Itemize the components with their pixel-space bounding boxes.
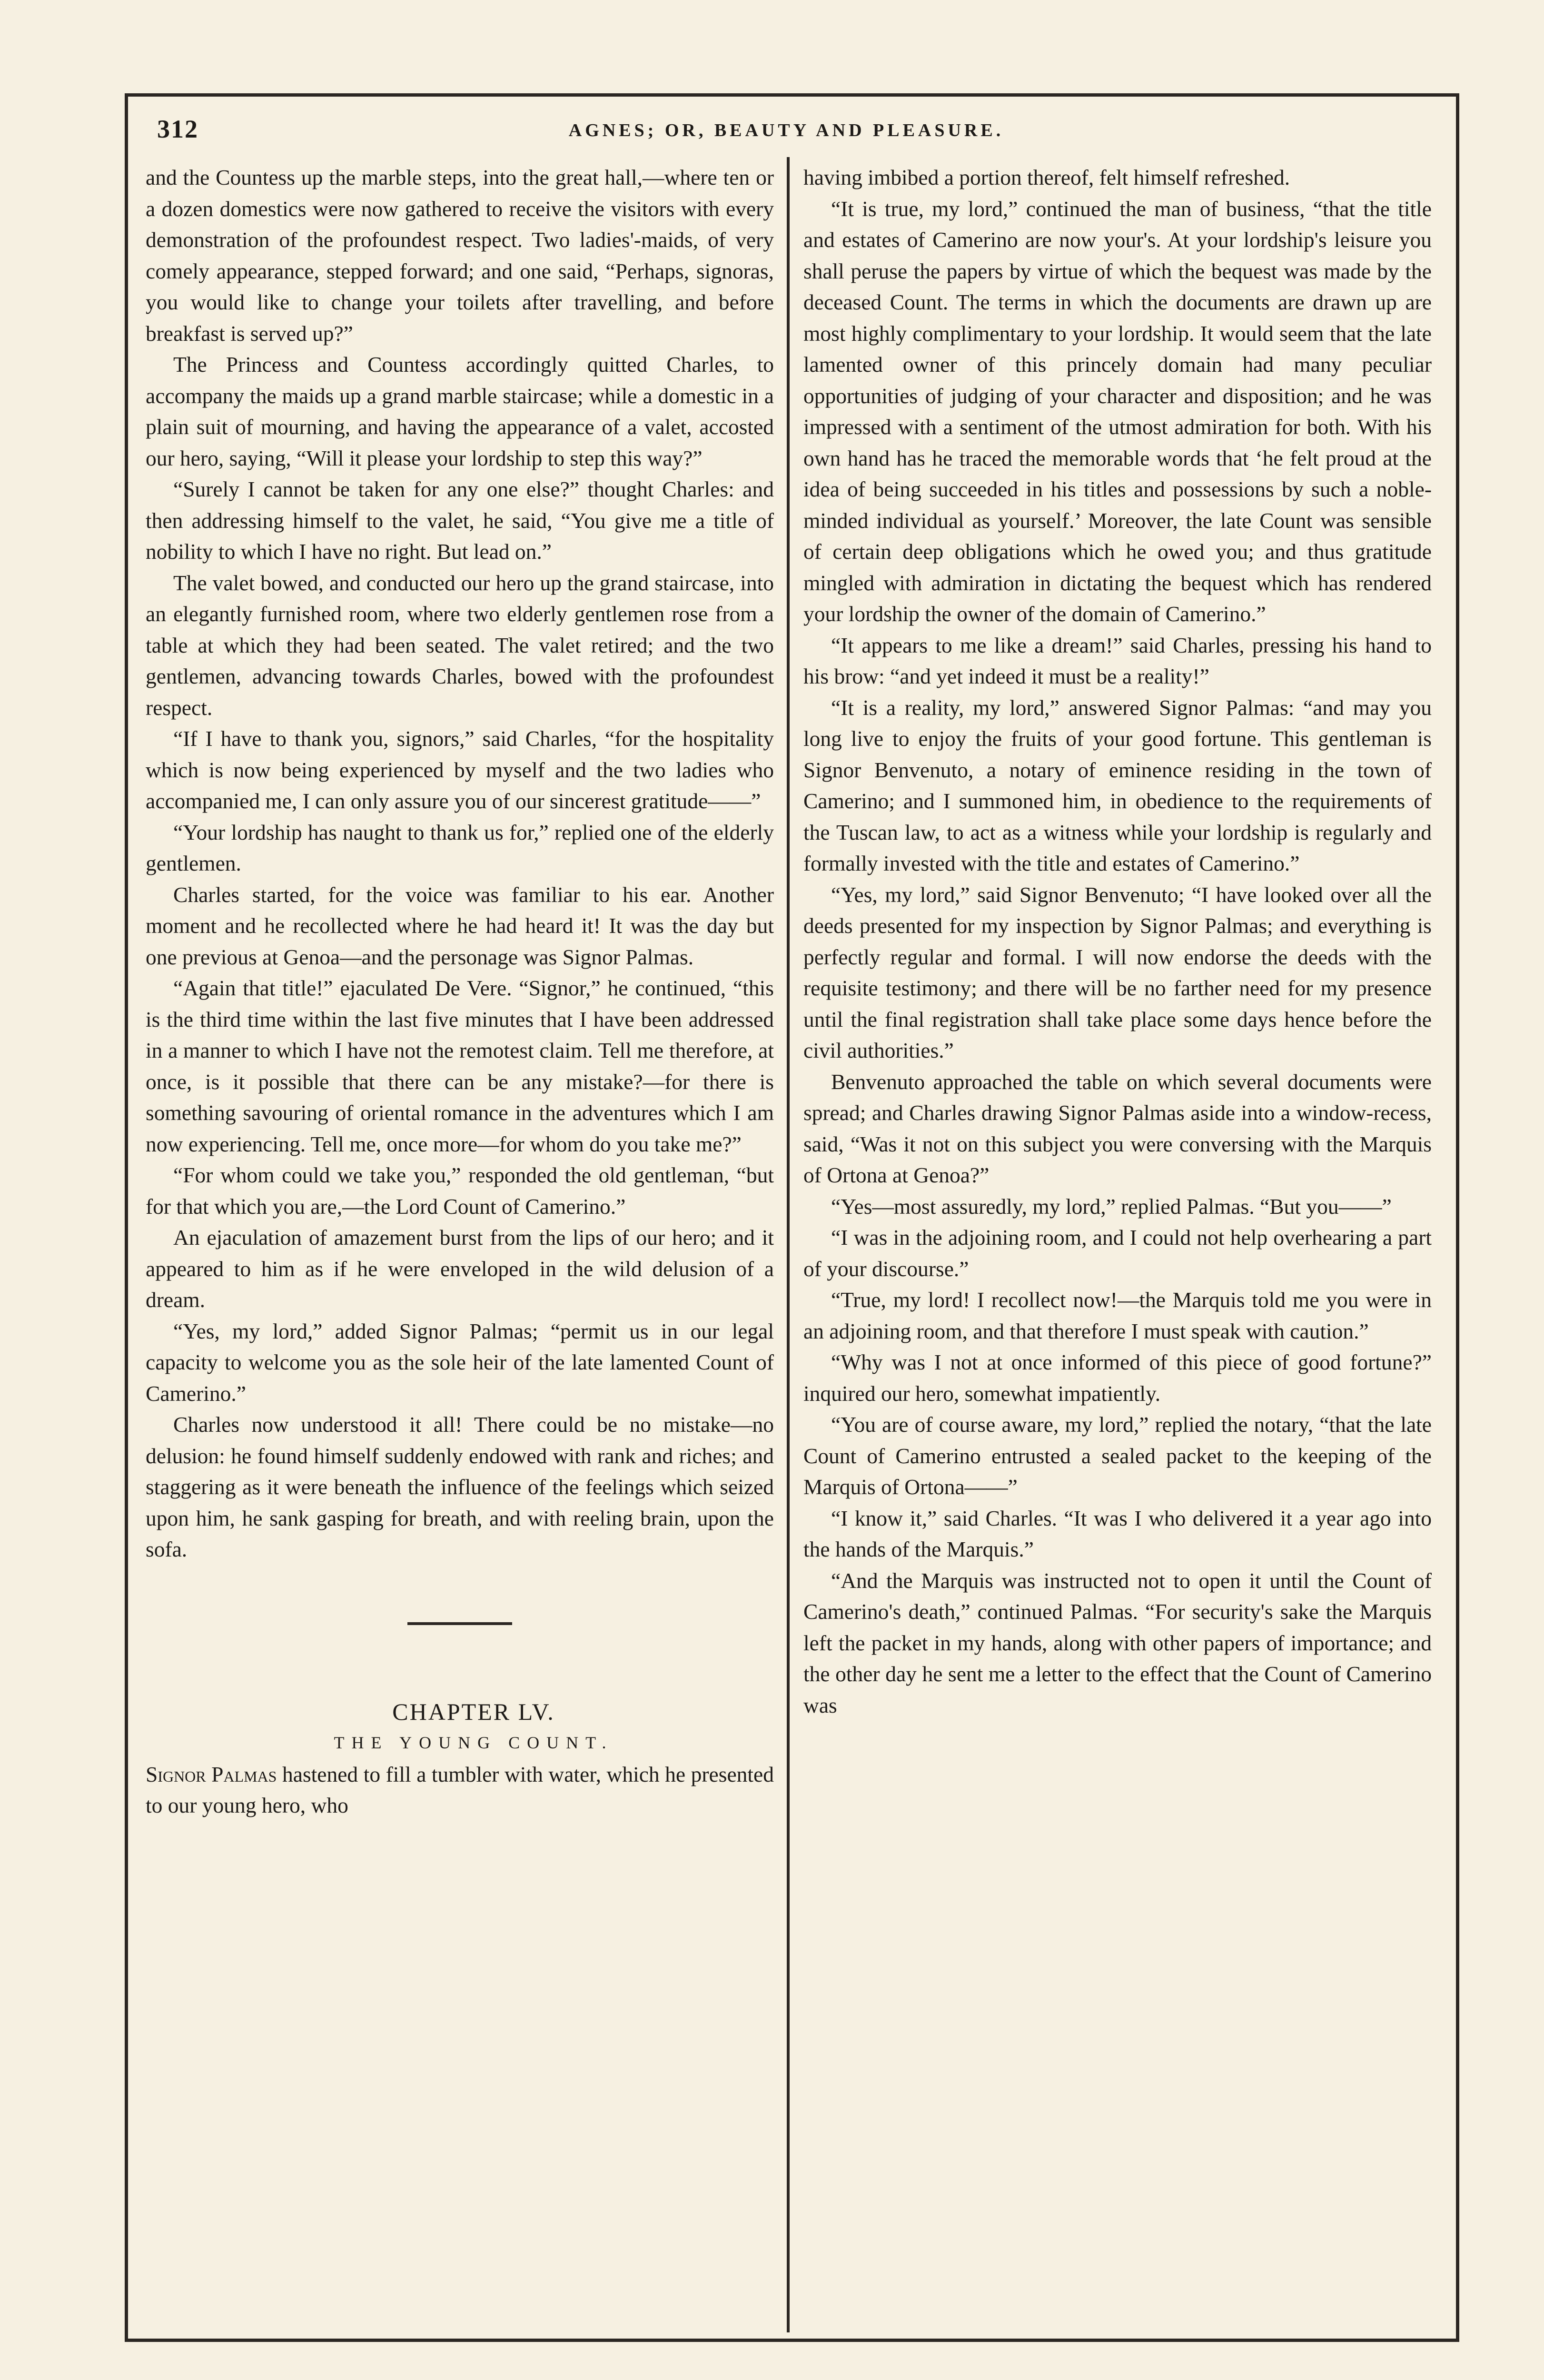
- paragraph: “Again that title!” ejaculated De Vere. “Signor,” he continued, “this is the third time within the last five minutes that I have been addressed in a manner to which I have not the remotest claim. Tell me therefore, at once, is it possible that there can be any mistake?—for there is something savouring of oriental romance in the adventures which I am now experiencing. Tell me, once more—for whom do you take me?”: [146, 976, 774, 1156]
- paragraph: “I know it,” said Charles. “It was I who delivered it a year ago into the hands of the Marquis.”: [803, 1506, 1432, 1561]
- page-number: 312: [157, 115, 198, 143]
- paragraph: having imbibed a portion thereof, felt himself refreshed.: [803, 165, 1290, 189]
- paragraph: “It is a reality, my lord,” answered Signor Palmas: “and may you long live to enjoy the fruits of your good fortune. This gentleman is Signor Benvenuto, a notary of eminence residing in the town of Camerino; and I summoned him, in obedience to the requirements of the Tuscan law, to act as a witness while your lordship is regularly and formally invested with the title and estates of Camerino.”: [803, 695, 1432, 875]
- paragraph: The valet bowed, and conducted our hero up the grand staircase, into an elegantly furnished room, where two elderly gentlemen rose from a table at which they had been seated. The valet retired; and the two gentlemen, advancing towards Charles, bowed with the profoundest respect.: [146, 570, 774, 720]
- opening-small-caps: Signor Palmas: [146, 1762, 277, 1786]
- paragraph: “Yes—most assuredly, my lord,” replied Palmas. “But you——”: [831, 1194, 1392, 1219]
- paragraph: “It is true, my lord,” continued the man of business, “that the title and estates of Camerino are now your's. At your lordship's leisure you shall peruse the papers by virtue of which the bequest was made by the deceased Count. The terms in which the documents are drawn up are most highly complimentary to your lordship. It would seem that the late lamented owner of this princely domain had many peculiar opportunities of judging of your character and disposition; and he was impressed with a sentiment of the utmost admiration for both. With his own hand has he traced the memorable words that ‘he felt proud at the idea of being succeeded in his titles and possessions by such a noble-minded individual as yourself.’ Moreover, the late Count was sensible of certain deep obligations which he owed you; and thus gratitude mingled with admiration in dictating the bequest which has rendered your lordship the owner of the domain of Camerino.”: [803, 196, 1432, 626]
- chapter-opening-paragraph: [146, 1759, 774, 1821]
- paragraph: “Yes, my lord,” added Signor Palmas; “permit us in our legal capacity to welcome you as the sole heir of the late lamented Count of Camerino.”: [146, 1319, 774, 1406]
- right-column: [803, 162, 1432, 1721]
- paragraph: “True, my lord! I recollect now!—the Marquis told me you were in an adjoining room, and that therefore I must speak with caution.”: [803, 1288, 1432, 1343]
- paragraph: “It appears to me like a dream!” said Charles, pressing his hand to his brow: “and yet indeed it must be a reality!”: [803, 633, 1432, 688]
- left-column: [146, 162, 774, 1821]
- column-divider: [787, 157, 790, 2332]
- paragraph: “Surely I cannot be taken for any one else?” thought Charles: and then addressing himself to the valet, he said, “You give me a title of nobility to which I have no right. But lead on.”: [146, 477, 774, 564]
- paragraph: “And the Marquis was instructed not to open it until the Count of Camerino's death,” continued Palmas. “For security's sake the Marquis left the packet in my hands, along with other papers of importance; and the other day he sent me a letter to the effect that the Count of Camerino was: [803, 1568, 1432, 1717]
- paragraph: Benvenuto approached the table on which several documents were spread; and Charles drawing Signor Palmas aside into a window-recess, said, “Was it not on this subject you were conversing with the Marquis of Ortona at Genoa?”: [803, 1069, 1432, 1187]
- paragraph: An ejaculation of amazement burst from the lips of our hero; and it appeared to him as if he were enveloped in the wild delusion of a dream.: [146, 1225, 774, 1312]
- running-title: AGNES; OR, BEAUTY AND PLEASURE.: [568, 120, 1004, 140]
- opening-text: hastened to fill a tumbler with water, which he presented to our young hero, who: [146, 1762, 774, 1817]
- page-header: [134, 110, 1438, 149]
- paragraph: “Why was I not at once informed of this piece of good fortune?” inquired our hero, somewhat impatiently.: [803, 1350, 1432, 1406]
- paragraph: “For whom could we take you,” responded the old gentleman, “but for that which you are,—the Lord Count of Camerino.”: [146, 1163, 774, 1219]
- paragraph: Charles started, for the voice was familiar to his ear. Another moment and he recollected where he had heard it! It was the day but one previous at Genoa—and the personage was Signor Palmas.: [146, 882, 774, 969]
- chapter-divider-rule: [407, 1622, 512, 1625]
- paragraph: The Princess and Countess accordingly quitted Charles, to accompany the maids up a grand marble staircase; while a domestic in a plain suit of mourning, and having the appearance of a valet, accosted our hero, saying, “Will it please your lordship to step this way?”: [146, 352, 774, 470]
- paragraph: “You are of course aware, my lord,” replied the notary, “that the late Count of Camerino entrusted a sealed packet to the keeping of the Marquis of Ortona——”: [803, 1412, 1432, 1499]
- paragraph: “Yes, my lord,” said Signor Benvenuto; “I have looked over all the deeds presented for my inspection by Signor Palmas; and everything is perfectly regular and formal. I will now endorse the deeds with the requisite testimony; and there will be no farther need for my presence until the final registration shall take place some days hence before the civil authorities.”: [803, 882, 1432, 1062]
- paragraph: “Your lordship has naught to thank us for,” replied one of the elderly gentlemen.: [146, 820, 774, 875]
- chapter-title: CHAPTER LV.: [392, 1698, 555, 1725]
- paragraph: “I was in the adjoining room, and I could not help overhearing a part of your discourse.”: [803, 1225, 1432, 1281]
- paragraph: Charles now understood it all! There could be no mistake—no delusion: he found himself suddenly endowed with rank and riches; and staggering as it were beneath the influence of the feelings which seized upon him, he sank gasping for breath, and with reeling brain, upon the sofa.: [146, 1412, 774, 1561]
- paragraph: and the Countess up the marble steps, into the great hall,—where ten or a dozen domestics were now gathered to receive the visitors with every demonstration of the profoundest respect. Two ladies'-maids, of very comely appearance, stepped forward; and one said, “Perhaps, signoras, you would like to change your toilets after travelling, and before breakfast is served up?”: [146, 165, 774, 346]
- chapter-subtitle: THE YOUNG COUNT.: [334, 1733, 614, 1752]
- paragraph: “If I have to thank you, signors,” said Charles, “for the hospitality which is now being experienced by myself and the two ladies who accompanied me, I can only assure you of our sincerest gratitude——”: [146, 726, 774, 813]
